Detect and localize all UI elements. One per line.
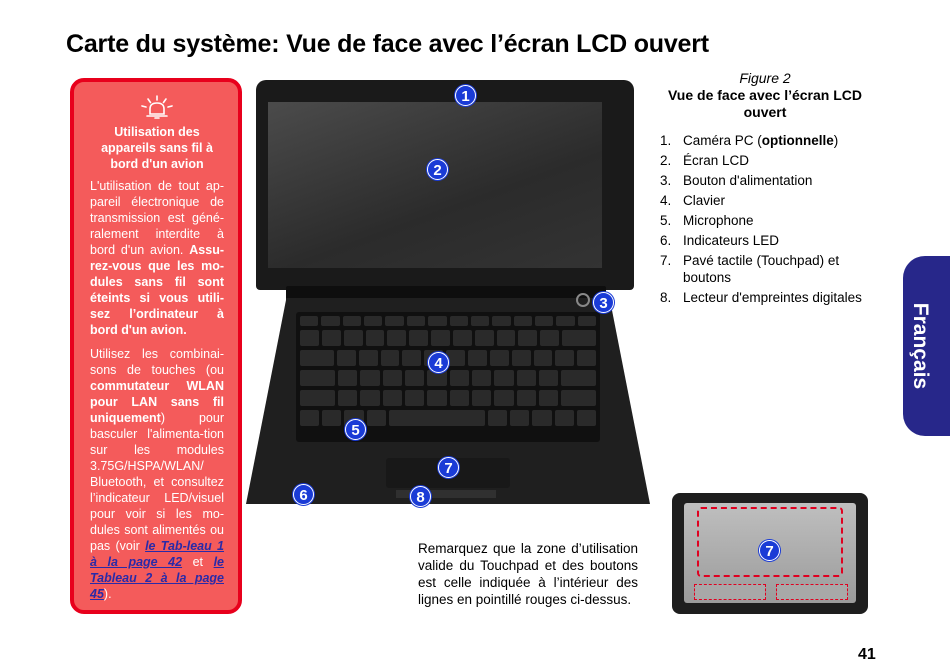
list-number: 2. <box>660 153 672 168</box>
warning-text: Utilisez les combinai-sons de touches (ou <box>90 347 224 377</box>
list-item <box>660 152 872 169</box>
lcd-screen <box>268 102 602 268</box>
callout-badge-2: 2 <box>427 159 448 180</box>
warning-paragraph-2 <box>90 346 224 602</box>
callout-badge-6: 6 <box>293 484 314 505</box>
list-item <box>660 132 872 149</box>
list-number: 5. <box>660 213 672 228</box>
list-text-part: ) <box>833 133 839 148</box>
callout-badge-3: 3 <box>593 292 614 313</box>
figure-caption <box>662 70 868 121</box>
list-text: Indicateurs LED <box>683 233 780 248</box>
warning-bold-text: commutateur WLAN pour LAN sans fil uniquement <box>90 379 224 425</box>
list-item <box>660 172 872 189</box>
list-text-part: Caméra PC ( <box>683 133 762 148</box>
language-tab-label: Français <box>909 302 932 390</box>
list-number: 3. <box>660 173 672 188</box>
list-number: 1. <box>660 133 672 148</box>
power-button-illustration <box>576 293 590 307</box>
list-number: 8. <box>660 290 672 305</box>
warning-text: ). <box>103 587 112 601</box>
page-number: 41 <box>858 646 876 663</box>
callout-badge-8: 8 <box>410 486 431 507</box>
warning-text: et <box>182 555 214 569</box>
list-text <box>683 132 838 149</box>
list-number: 7. <box>660 253 672 268</box>
page-title: Carte du système: Vue de face avec l’écran LCD ouvert <box>66 30 709 58</box>
warning-heading: Utilisation des appareils sans fil à bord d'un avion <box>101 125 213 171</box>
list-item <box>660 192 872 209</box>
warning-text: ) pour basculer l'alimenta-tion sur les modules 3.75G/HSPA/WLAN/ Bluetooth, et consultez l’indicateur LED/visuel pour voir si les mo-dules sont alimentés ou pas (voir <box>90 411 224 553</box>
list-text: Clavier <box>683 193 726 208</box>
list-item <box>660 232 872 249</box>
warning-paragraph-1 <box>90 178 224 338</box>
callout-badge-4: 4 <box>428 352 449 373</box>
list-item <box>660 289 872 306</box>
table-2-link[interactable]: le Tableau 2 à la page 45 <box>90 555 224 601</box>
touchpad-left-button <box>694 584 766 600</box>
table-1-link[interactable]: le Tab-leau 1 à la page 42 <box>90 539 224 569</box>
list-bold-text: optionnelle <box>761 133 834 148</box>
list-item <box>660 252 872 286</box>
figure-title: Vue de face avec l’écran LCD ouvert <box>667 87 863 120</box>
list-text: Lecteur d'empreintes digitales <box>683 290 862 305</box>
callout-badge-7: 7 <box>438 457 459 478</box>
list-number: 4. <box>660 193 672 208</box>
callout-badge-7-closeup: 7 <box>759 540 780 561</box>
warning-text: L'utilisation de tout ap-pareil électronique de transmission est géné-ralement interdite à bord d'un avion. <box>90 179 224 257</box>
list-text: Écran LCD <box>683 153 750 168</box>
list-item <box>660 212 872 229</box>
callout-badge-1: 1 <box>455 85 476 106</box>
touchpad-note: Remarquez que la zone d’utilisation valide du Touchpad et des boutons est celle indiquée à l’intérieur des lignes en pointillé rouges ci-dessus. <box>418 541 638 607</box>
keyboard <box>296 312 600 442</box>
touchpad-right-button <box>776 584 848 600</box>
callout-badge-5: 5 <box>345 419 366 440</box>
list-number: 6. <box>660 233 672 248</box>
component-list <box>660 132 872 309</box>
list-text: Microphone <box>683 213 754 228</box>
list-text: Pavé tactile (Touchpad) et boutons <box>683 253 840 285</box>
laptop-front-view-image <box>246 80 650 505</box>
airplane-warning-box <box>70 78 242 614</box>
warning-bold-text: Assu-rez-vous que les mo-dules sans fil sont éteints si vous utili-sez l’ordinateur à bord d'un avion. <box>90 243 224 337</box>
list-text: Bouton d'alimentation <box>683 173 813 188</box>
airplane-wireless-warning-icon <box>139 94 175 120</box>
figure-label: Figure 2 <box>739 70 791 86</box>
